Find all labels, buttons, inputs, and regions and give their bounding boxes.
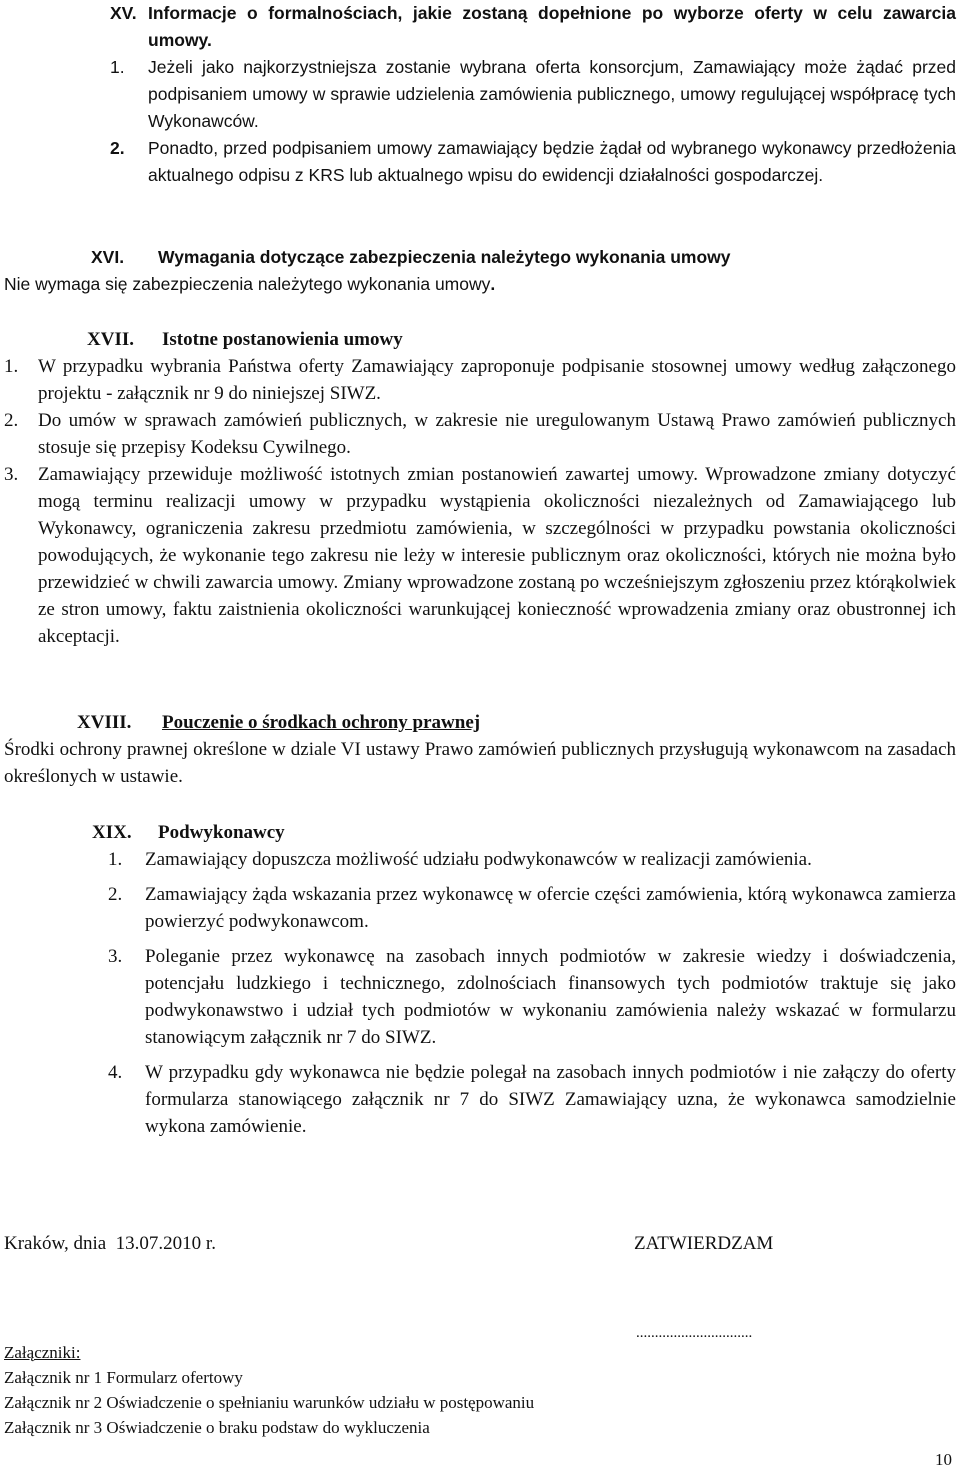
section-18-heading [4, 709, 956, 736]
item-number: 3. [108, 946, 123, 967]
section-number: XVII. [87, 329, 134, 350]
item-text: Poleganie przez wykonawcę na zasobach innych podmiotów w zakresie wiedzy i doświadczenia, potencjału ludzkiego i technicznego, zdolnościach finansowych tych podmiotów traktuje się jako podwykonawstwo i udział tych podmiotów w wykonaniu zamówienia należy wskazać w formularzu stanowiącym załącznik nr 7 do SIWZ. [145, 946, 956, 1048]
list-item [110, 54, 956, 135]
attachment-item: Załącznik nr 3 Oświadczenie o braku podstaw do wykluczenia [4, 1418, 430, 1437]
section-15-heading [110, 0, 956, 54]
item-number: 2. [110, 138, 125, 158]
item-number: 2. [4, 410, 19, 431]
item-number: 1. [4, 356, 19, 377]
item-number: 1. [108, 849, 123, 870]
section-16-text [4, 271, 956, 298]
section-19 [92, 819, 956, 1140]
section-title: Wymagania dotyczące zabezpieczenia należytego wykonania umowy [158, 247, 731, 267]
item-text: Jeżeli jako najkorzystniejsza zostanie wybrana oferta konsorcjum, Zamawiający może żądać przed podpisaniem umowy w sprawie udzielenia zamówienia publicznego, umowy regulującej współpracę tych Wykonawców. [148, 57, 956, 131]
item-number: 1. [110, 57, 125, 77]
list-item [4, 407, 956, 461]
list-item [4, 461, 956, 650]
item-text: Do umów w sprawach zamówień publicznych, w zakresie nie uregulowanym Ustawą Prawo zamówień publicznych stosuje się przepisy Kodeksu Cywilnego. [38, 410, 956, 458]
attachments [4, 1340, 956, 1440]
section-number: XIX. [92, 822, 132, 843]
list-item [110, 135, 956, 189]
item-text: Zamawiający przewiduje możliwość istotnych zmian postanowień zawartej umowy. Wprowadzone zmiany dotyczyć mogą terminu realizacji umowy w przypadku wystąpienia okoliczności niezależnych od Zamawiającego lub Wykonawcy, ograniczenia zakresu przedmiotu zamówienia, w szczególności w przypadku powstania okoliczności powodujących, że wykonanie tego zakresu nie leży w interesie publicznym oraz okoliczności, których nie można było przewidzieć w chwili zawarcia umowy. Zmiany wprowadzone zostaną po wcześniejszym zgłoszeniu przez którąkolwiek ze stron umowy, faktu zaistnienia okoliczności warunkującej konieczność wprowadzenia zmiany oraz obustronnej ich akceptacji. [38, 464, 956, 647]
list-item [92, 881, 956, 935]
item-text: Zamawiający dopuszcza możliwość udziału podwykonawców w realizacji zamówienia. [145, 849, 812, 870]
list-item [92, 1059, 956, 1140]
section-title: Istotne postanowienia umowy [162, 329, 403, 350]
item-text: W przypadku gdy wykonawca nie będzie polegał na zasobach innych podmiotów i nie załączy do oferty formularza stanowiącego załącznik nr 7 do SIWZ Zamawiający uzna, że wykonawca samodzielnie wykona zamówienie. [145, 1062, 956, 1137]
section-18-text: Środki ochrony prawnej określone w dziale VI ustawy Prawo zamówień publicznych przysługują wykonawcom na zasadach określonych w ustawie. [4, 739, 956, 787]
signature-line [636, 1318, 956, 1342]
item-number: 2. [108, 884, 123, 905]
item-text: W przypadku wybrania Państwa oferty Zamawiający zaproponuje podpisanie stosownej umowy według załączonego projektu - załącznik nr 9 do niniejszej SIWZ. [38, 356, 956, 404]
approval-label: ZATWIERDZAM [634, 1233, 774, 1254]
list-item [4, 353, 956, 407]
section-title: Pouczenie o środkach ochrony prawnej [162, 712, 481, 733]
item-number: 3. [4, 464, 19, 485]
signature-dots: ............................... [636, 1325, 753, 1341]
period: . [490, 274, 496, 294]
section-17-heading [4, 326, 956, 353]
item-number: 4. [108, 1062, 123, 1083]
attachment-item: Załącznik nr 1 Formularz ofertowy [4, 1368, 243, 1387]
section-19-heading [92, 819, 956, 846]
signature-area [4, 1230, 956, 1260]
section-16-heading [4, 244, 956, 271]
attachment-item: Załącznik nr 2 Oświadczenie o spełnianiu warunków udziału w postępowaniu [4, 1393, 535, 1412]
page-number: 10 [935, 1450, 952, 1469]
section-number: XVI. [91, 247, 125, 267]
list-item [92, 943, 956, 1051]
attachments-label: Załączniki: [4, 1343, 81, 1362]
section-15 [110, 0, 956, 189]
section-17 [4, 326, 956, 650]
section-18 [4, 709, 956, 790]
list-item [92, 846, 956, 873]
section-title: Podwykonawcy [158, 822, 285, 843]
section-title: Informacje o formalnościach, jakie zostaną dopełnione po wyborze oferty w celu zawarcia umowy. [148, 3, 956, 50]
section-number: XV. [110, 3, 137, 23]
place-date: Kraków, dnia 13.07.2010 r. [4, 1233, 216, 1254]
paragraph: Nie wymaga się zabezpieczenia należytego wykonania umowy [4, 274, 491, 294]
item-text: Ponadto, przed podpisaniem umowy zamawiający będzie żądał od wybranego wykonawcy przedłożenia aktualnego odpisu z KRS lub aktualnego wpisu do ewidencji działalności gospodarczej. [148, 138, 956, 185]
section-16 [4, 244, 956, 298]
item-text: Zamawiający żąda wskazania przez wykonawcę w ofercie części zamówienia, którą wykonawca zamierza powierzyć podwykonawcom. [145, 884, 956, 932]
section-number: XVIII. [77, 712, 132, 733]
